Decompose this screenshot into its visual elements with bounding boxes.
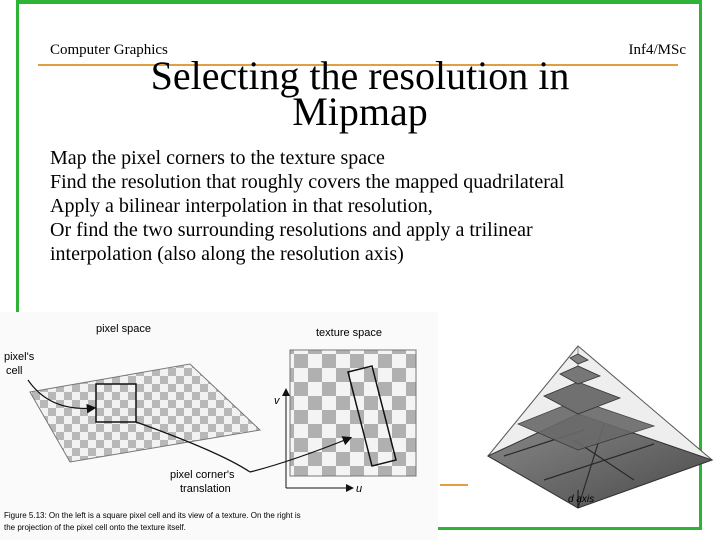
corner-label-2: translation [180, 483, 231, 495]
header-code: Inf4/MSc [628, 42, 686, 58]
slide-title-line2: Mipmap [292, 89, 428, 134]
bullet-item: Find the resolution that roughly covers the mapped quadrilateral [50, 171, 565, 193]
pixel-space-checkerboard [30, 364, 260, 462]
figure-caption-1: Figure 5.13: On the left is a square pixel cell and its view of a texture. On the right is [4, 511, 301, 520]
slide-title-line1: Selecting the resolution in [150, 53, 570, 98]
bullet-item: Map the pixel corners to the texture space [50, 147, 385, 169]
header-course: Computer Graphics [50, 42, 168, 58]
u-axis-label: u [356, 483, 363, 495]
pixel-cell-label-1: pixel's [4, 351, 35, 363]
figure-caption-2: the projection of the pixel cell onto the texture itself. [4, 523, 186, 532]
pixel-cell-label-2: cell [6, 365, 23, 377]
figure-pixel-texture-space [0, 312, 438, 540]
bullet-item: Apply a bilinear interpolation in that resolution, [50, 195, 433, 217]
pixel-space-label: pixel space [96, 323, 152, 335]
texture-checkerboard [290, 350, 416, 476]
v-axis-label: v [274, 395, 280, 407]
d-axis-label: d axis [568, 494, 595, 505]
texture-space-label: texture space [316, 327, 383, 339]
pyramid-diagram [484, 340, 720, 520]
bullet-item: Or find the two surrounding resolutions and apply a trilinear [50, 219, 533, 241]
bullet-list [50, 146, 690, 266]
accent-rule [440, 484, 468, 486]
slide-title [60, 53, 660, 134]
figure-mipmap-pyramid [484, 340, 720, 520]
corner-label-1: pixel corner's [170, 469, 235, 481]
figure-diagram [0, 312, 438, 540]
bullet-item: interpolation (also along the resolution axis) [50, 243, 404, 265]
